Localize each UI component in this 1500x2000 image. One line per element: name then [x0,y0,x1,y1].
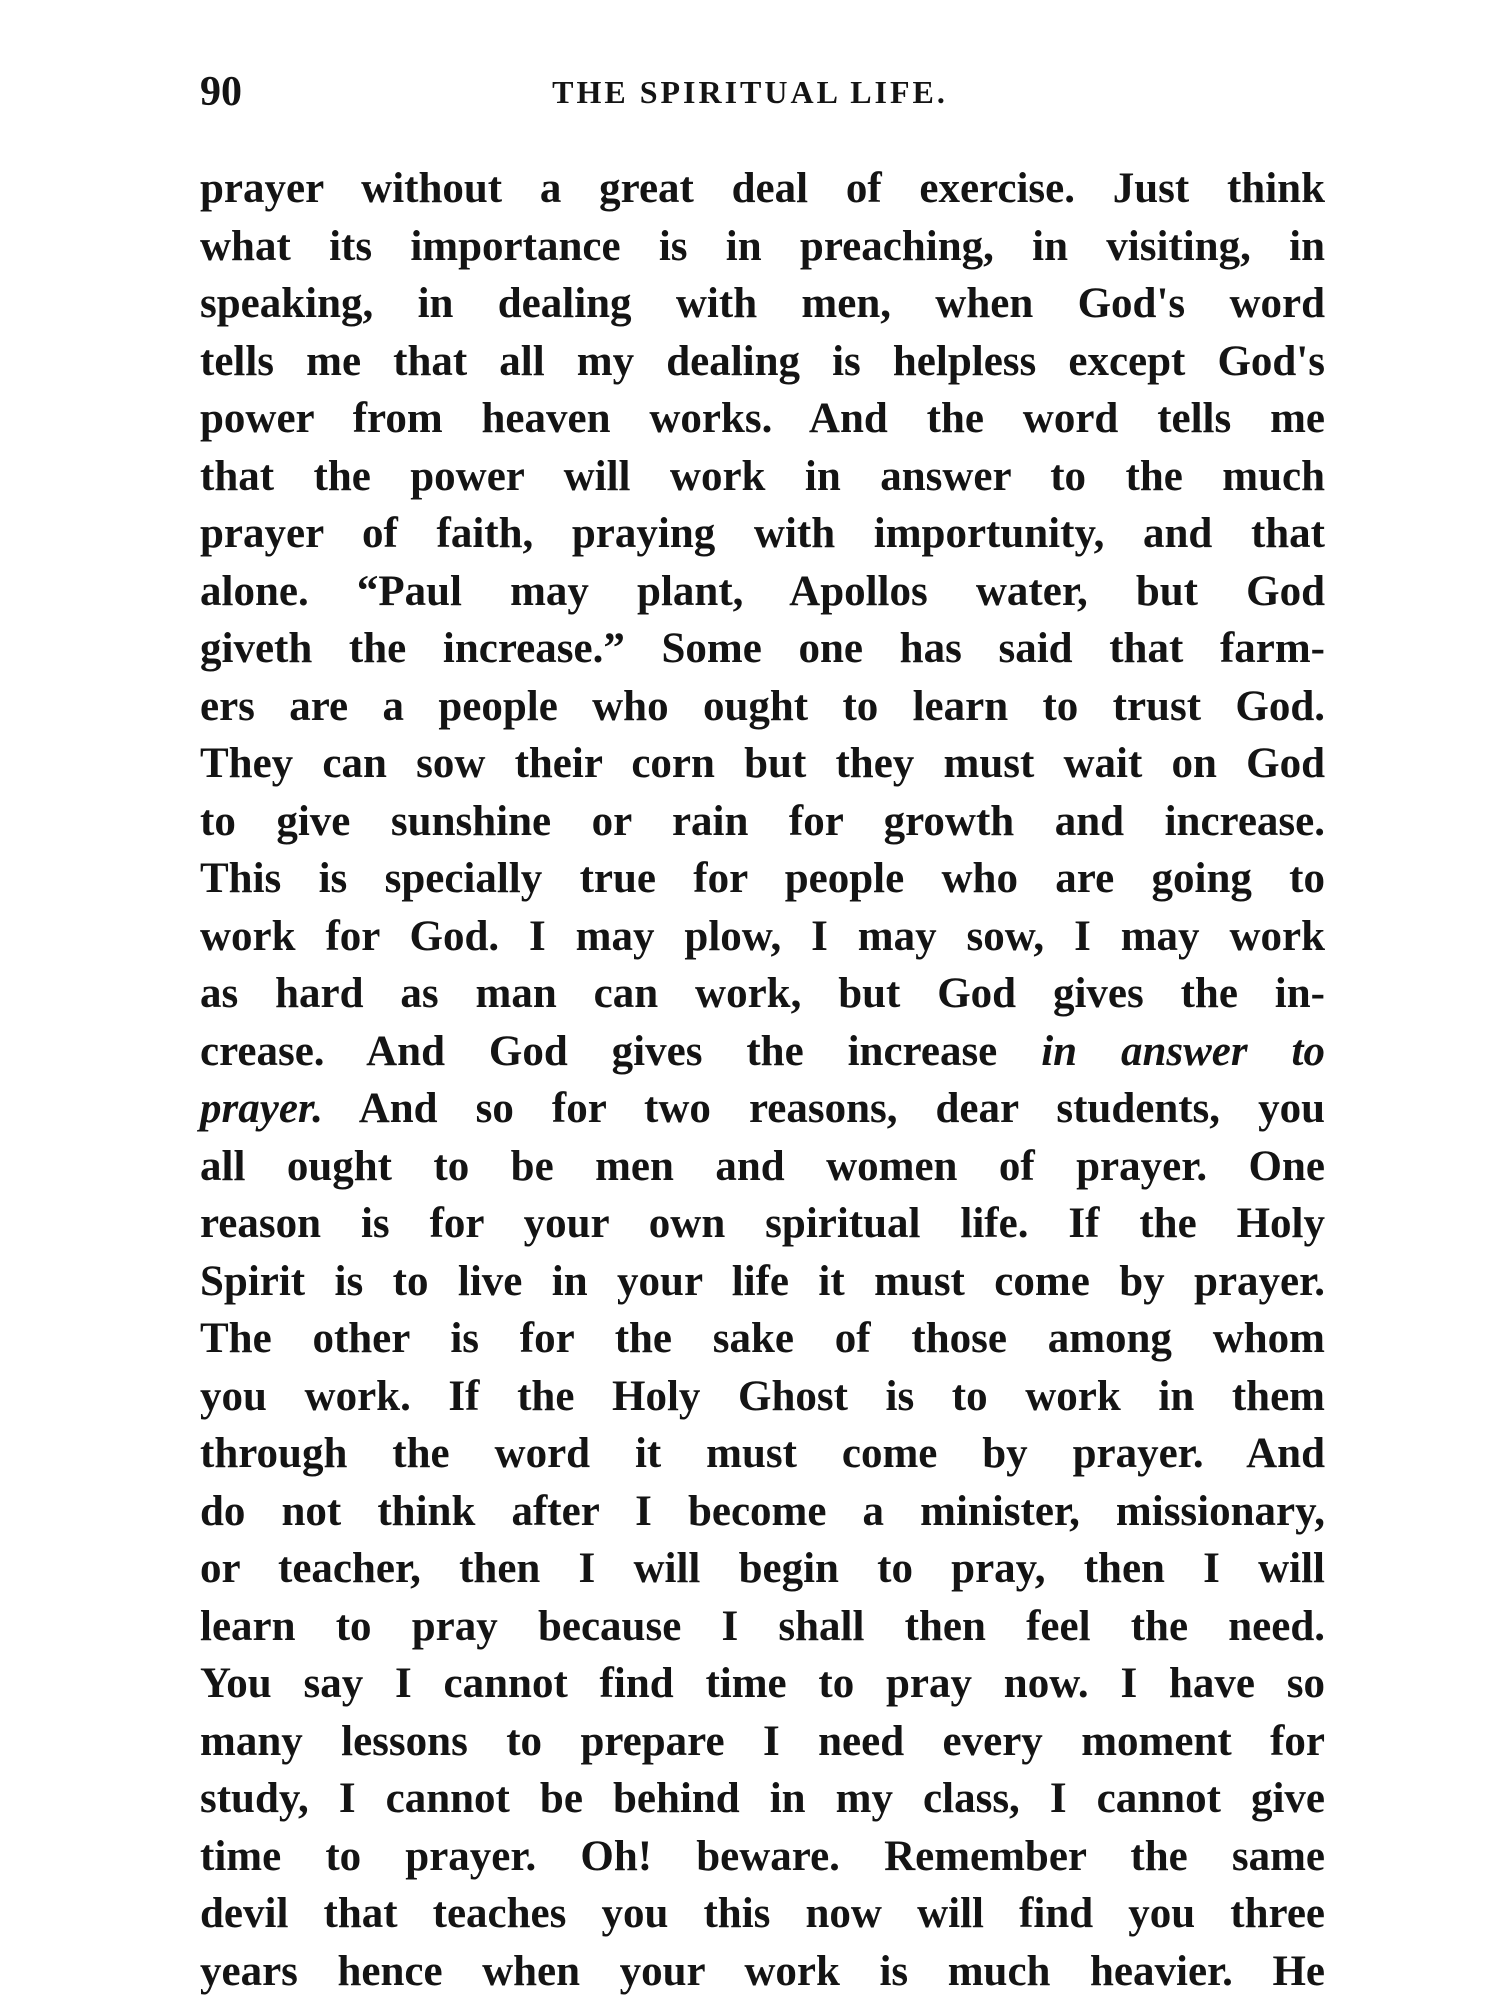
text-line: They can sow their corn but they must wait on God [200,740,1325,787]
text-line: Spirit is to live in your life it must come by prayer. [200,1257,1325,1305]
text-line: many lessons to prepare I need every moment for [200,1717,1325,1765]
text-line: reason is for your own spiritual life. If the Holy [200,1200,1325,1247]
text-line: that the power will work in answer to the much [200,452,1325,500]
italic-phrase: in answer to [1041,1027,1325,1075]
text-line: to give sunshine or rain for growth and increase. [200,797,1325,845]
text-line: years hence when your work is much heavier. He [200,1947,1325,1995]
text-line: as hard as man can work, but God gives the in- [200,970,1325,1017]
text-line: prayer of faith, praying with importunity, and that [200,510,1325,557]
text-line: speaking, in dealing with men, when God's word [200,280,1325,327]
text-line: giveth the increase.” Some one has said that farm- [200,625,1325,672]
text-line: work for God. I may plow, I may sow, I may work [200,912,1325,960]
text-line: you work. If the Holy Ghost is to work in them [200,1372,1325,1420]
text-line: This is specially true for people who are going to [200,855,1325,902]
text-line: power from heaven works. And the word tells me [200,395,1325,442]
text-line: through the word it must come by prayer. And [200,1430,1325,1477]
running-title: THE SPIRITUAL LIFE. [552,74,948,110]
text-line: You say I cannot find time to pray now. I have so [200,1660,1325,1707]
text-line: alone. “Paul may plant, Apollos water, but God [200,567,1325,615]
text-line: prayer without a great deal of exercise. Just think [200,165,1325,212]
text-line: study, I cannot be behind in my class, I cannot give [200,1775,1325,1822]
text-line-mixed [200,1023,1325,1081]
page-number: 90 [200,69,242,115]
text-line: learn to pray because I shall then feel the need. [200,1602,1325,1650]
text-segment: And so for two reasons, dear students, you [358,1085,1325,1132]
text-line: ers are a people who ought to learn to trust God. [200,682,1325,730]
text-line: tells me that all my dealing is helpless except God's [200,337,1325,385]
text-line: do not think after I become a minister, missionary, [200,1487,1325,1535]
text-line: what its importance is in preaching, in visiting, in [200,222,1325,270]
text-line: all ought to be men and women of prayer. One [200,1142,1325,1190]
text-line: devil that teaches you this now will find you three [200,1890,1325,1937]
text-segment: crease. And God gives the increase [200,1027,998,1075]
running-head [200,62,1325,122]
text-line-mixed [200,1080,1325,1138]
body-text [200,160,1325,2000]
italic-phrase: prayer. [200,1085,324,1132]
text-line: The other is for the sake of those among whom [200,1315,1325,1362]
text-line: or teacher, then I will begin to pray, then I will [200,1545,1325,1592]
text-line: time to prayer. Oh! beware. Remember the same [200,1832,1325,1880]
